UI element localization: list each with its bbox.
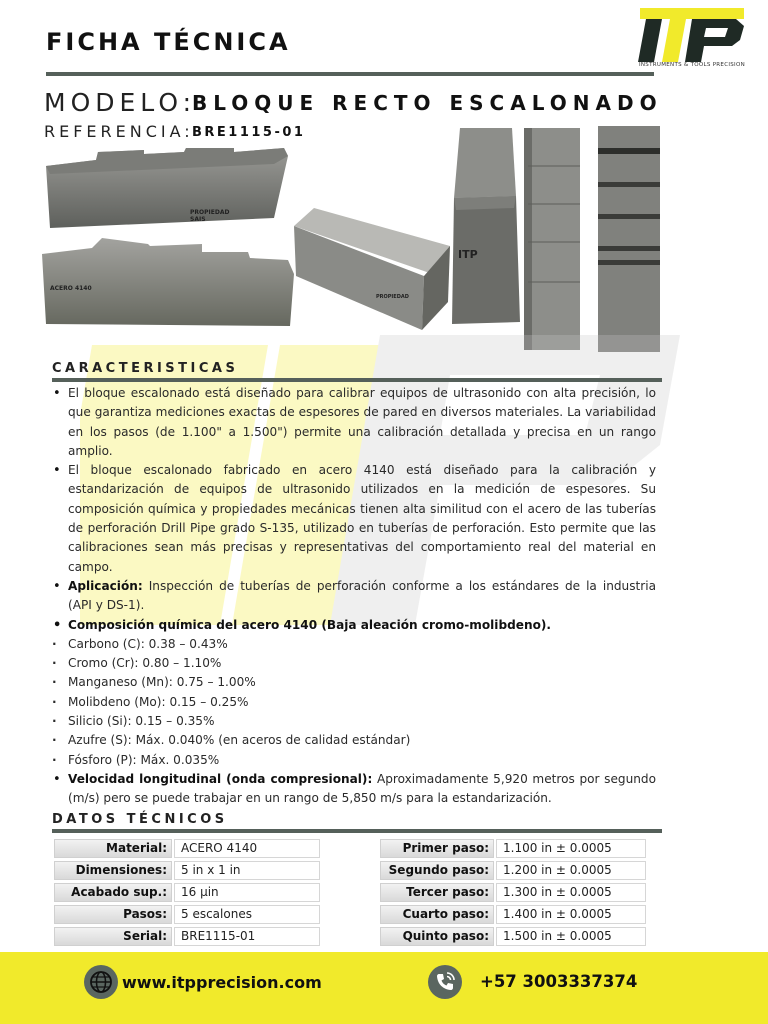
- photo-label-sais: SAIS: [190, 216, 206, 223]
- datos-left-label: Serial:: [54, 927, 172, 946]
- phone-number[interactable]: +57 3003337374: [480, 972, 638, 991]
- datos-right-value: 1.500 in ± 0.0005: [496, 927, 646, 946]
- datos-left-value: BRE1115-01: [174, 927, 320, 946]
- datos-right-label: Tercer paso:: [380, 883, 494, 902]
- paragraph-1: • El bloque escalonado está diseñado para calibrar equipos de ultrasonido con alta precisión, lo que garantiza mediciones exactas de espesores de pared en diversos materiales. La variabilidad en los pasos (de 1.100" a 1.500") permite una calibración detallada y precisa en un rango amplio.: [52, 384, 656, 461]
- photo-label-brand: ITP: [458, 248, 478, 261]
- velocidad-text: Aproximadamente 5,920 metros por segundo (m/s) pero se puede trabajar en un rango de 5,850 m/s para la estandarización.: [68, 771, 656, 806]
- datos-left-value: 5 in x 1 in: [174, 861, 320, 880]
- composicion-item: · Azufre (S): Máx. 0.040% (en aceros de calidad estándar): [52, 731, 656, 750]
- datos-left-label: Acabado sup.:: [54, 883, 172, 902]
- datos-right-value: 1.100 in ± 0.0005: [496, 839, 646, 858]
- datos-right-value: 1.300 in ± 0.0005: [496, 883, 646, 902]
- phone-icon: [428, 965, 462, 999]
- modelo-label: MODELO:: [44, 88, 196, 117]
- composicion-item: · Cromo (Cr): 0.80 – 1.10%: [52, 654, 656, 673]
- aplicacion-label: Aplicación:: [68, 578, 143, 593]
- product-photo-steps-side: [520, 126, 586, 354]
- product-photo-steps-front: [594, 124, 664, 356]
- logo-subtitle: INSTRUMENTS & TOOLS PRECISION: [638, 62, 746, 68]
- datos-right-value: 1.200 in ± 0.0005: [496, 861, 646, 880]
- datos-left-label: Pasos:: [54, 905, 172, 924]
- website-link[interactable]: www.itpprecision.com: [122, 973, 322, 992]
- section-heading-caracteristicas: CARACTERISTICAS: [52, 361, 239, 376]
- aplicacion-text: Inspección de tuberías de perforación conforme a los estándares de la industria (API y DS-1).: [68, 578, 656, 613]
- photo-label-propiedad: PROPIEDAD: [190, 209, 230, 216]
- globe-icon: [84, 965, 118, 999]
- velocidad-label: Velocidad longitudinal (onda compresional):: [68, 771, 373, 786]
- datos-right-label: Quinto paso:: [380, 927, 494, 946]
- composicion-item: · Carbono (C): 0.38 – 0.43%: [52, 635, 656, 654]
- datos-left-value: 16 µin: [174, 883, 320, 902]
- product-photo-top: [448, 126, 522, 326]
- modelo-value: BLOQUE RECTO ESCALONADO: [192, 91, 663, 115]
- velocidad-item: [52, 770, 656, 809]
- section-divider: [52, 378, 662, 382]
- datos-right-value: 1.400 in ± 0.0005: [496, 905, 646, 924]
- aplicacion-item: [52, 577, 656, 616]
- product-photo-angled: [292, 206, 452, 332]
- datos-right-label: Segundo paso:: [380, 861, 494, 880]
- section-heading-datos: DATOS TÉCNICOS: [52, 812, 228, 827]
- referencia-value: BRE1115-01: [192, 125, 306, 140]
- photo-label-propiedad-2: PROPIEDAD: [376, 294, 409, 300]
- composicion-item: · Manganeso (Mn): 0.75 – 1.00%: [52, 673, 656, 692]
- datos-left-value: ACERO 4140: [174, 839, 320, 858]
- photo-label-acero: ACERO 4140: [50, 285, 92, 292]
- product-photo-side-2: [38, 238, 296, 330]
- composicion-heading: • Composición química del acero 4140 (Baja aleación cromo-molibdeno).: [52, 616, 656, 635]
- datos-left-label: Dimensiones:: [54, 861, 172, 880]
- header-divider: [46, 72, 654, 76]
- datos-right-label: Primer paso:: [380, 839, 494, 858]
- composicion-item: · Fósforo (P): Máx. 0.035%: [52, 751, 656, 770]
- datos-left-label: Material:: [54, 839, 172, 858]
- paragraph-2: • El bloque escalonado fabricado en acero 4140 está diseñado para la calibración y estandarización de equipos de ultrasonido utilizados en la medición de espesores. Su composición química y propiedades mecánicas tienen alta similitud con el acero de las tuberías de perforación Drill Pipe grado S-135, utilizado en tuberías de perforación. Esto permite que las calibraciones sean más precisas y representativas del comportamiento real del material en campo.: [52, 461, 656, 577]
- referencia-label: REFERENCIA:: [44, 122, 194, 141]
- caracteristicas-content: [52, 384, 656, 809]
- composicion-item: · Molibdeno (Mo): 0.15 – 0.25%: [52, 693, 656, 712]
- composicion-item: · Silicio (Si): 0.15 – 0.35%: [52, 712, 656, 731]
- section-divider: [52, 829, 662, 833]
- product-photo-side-1: [44, 144, 290, 230]
- datos-right-label: Cuarto paso:: [380, 905, 494, 924]
- page-title: FICHA TÉCNICA: [46, 28, 291, 56]
- datos-left-value: 5 escalones: [174, 905, 320, 924]
